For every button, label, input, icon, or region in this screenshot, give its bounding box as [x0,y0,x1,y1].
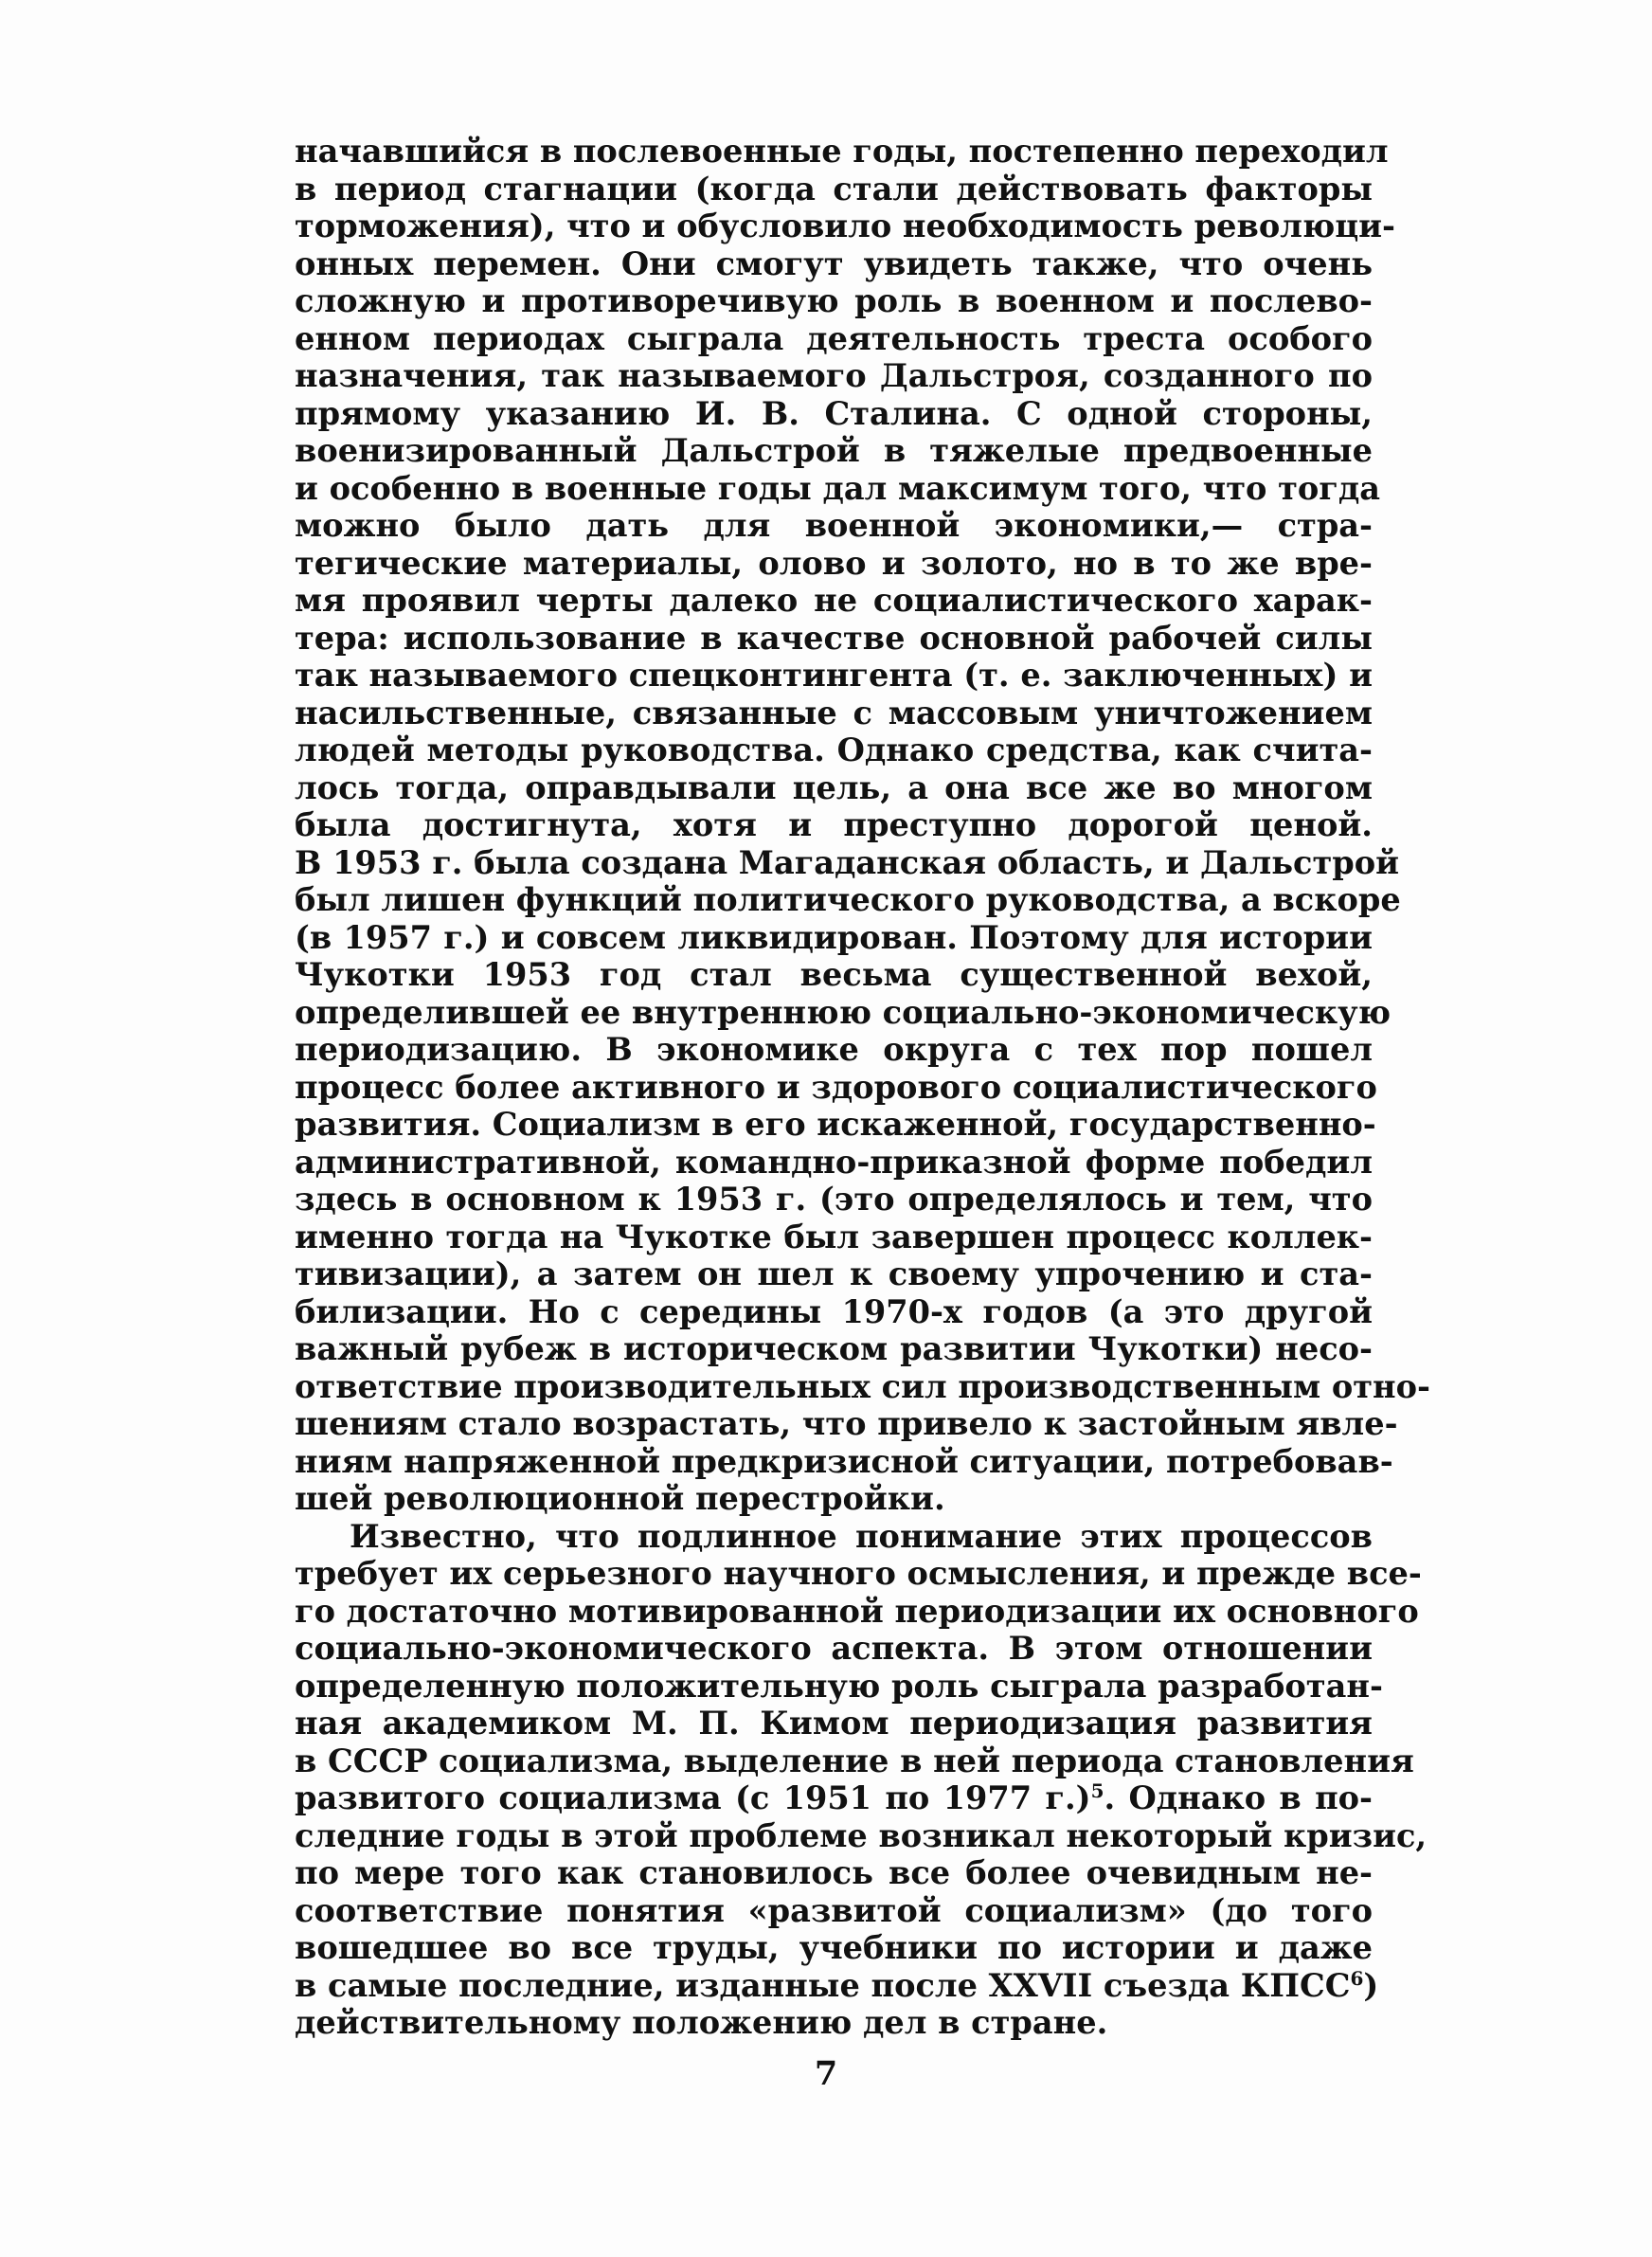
text-line: развития. Социализм в его искаженной, государственно- [295,1105,1376,1143]
text-line: Известно, что подлинное понимание этих процессов [350,1516,1373,1555]
text-line: онных перемен. Они смогут увидеть также, что очень [295,244,1373,282]
text-line: сложную и противоречивую роль в военном и послево- [295,281,1373,319]
body-text [295,132,1430,2042]
text-line: енном периодах сыграла деятельность треста особого [295,318,1373,357]
text-line: военизированный Дальстрой в тяжелые предвоенные [295,431,1373,469]
text-line: шениям стало возрастать, что привело к застойным явле- [295,1404,1398,1442]
text-line: (в 1957 г.) и совсем ликвидирован. Поэтому для истории [295,917,1373,956]
footnote-marker: 5 [1090,1779,1104,1802]
text-line: мя проявил черты далеко не социалистического харак- [295,581,1373,619]
text-line: ниям напряженной предкризисной ситуации, потребовав- [295,1441,1393,1480]
text-line: тивизации), а затем он шел к своему упрочению и ста- [295,1255,1373,1292]
text-line: действительному положению дел в стране. [295,2003,1108,2041]
text-line: вошедшее во все труды, учебники по истории и даже [295,1928,1373,1966]
text-line: в СССР социализма, выделение в ней периода становления [295,1741,1414,1779]
text-line: так называемого спецконтингента (т. е. заключенных) и [295,656,1373,694]
text-line: лось тогда, оправдывали цель, а она все же во многом [295,767,1373,806]
text-line: по мере того как становилось все более очевидным не- [295,1853,1373,1891]
text-line: развитого социализма (с 1951 по 1977 г.)$^5$. Однако в по- [295,1779,1373,1816]
text-line: определившей ее внутреннюю социально-экономическую [295,992,1392,1031]
text-line: требует их серьезного научного осмысления, и прежде все- [295,1554,1422,1592]
text-line: была достигнута, хотя и преступно дорогой ценой. [295,805,1373,843]
text-line: и особенно в военные годы дал максимум того, что тогда [295,468,1381,507]
text-line: тера: использование в качестве основной рабочей силы [295,618,1373,657]
text-line: в самые последние, изданные после XXVII съезда КПСС$^6$) [295,1965,1379,2004]
text-line: ответствие производительных сил производственным отно- [295,1366,1430,1405]
text-line: В 1953 г. была создана Магаданская область, и Дальстрой [295,842,1400,881]
text-line: процесс более активного и здорового социалистического [295,1067,1377,1106]
text-line: шей революционной перестройки. [295,1479,945,1517]
text-line: людей методы руководства. Однако средства, как счита- [295,731,1373,768]
text-line: административной, командно-приказной форме победил [295,1142,1373,1181]
text-line: торможения), что и обусловило необходимость революци- [295,207,1395,244]
text-line: определенную положительную роль сыграла разработан- [295,1666,1383,1705]
text-line: назначения, так называемого Дальстроя, созданного по [295,356,1373,394]
text-line: в период стагнации (когда стали действовать факторы [295,169,1373,208]
paragraph-2 [295,1516,1428,2042]
page-number: 7 [814,2054,838,2093]
text-line: социально-экономического аспекта. В этом отношении [295,1629,1373,1667]
text-line: именно тогда на Чукотке был завершен процесс коллек- [295,1217,1373,1255]
text-line: билизации. Но с середины 1970-х годов (а это другой [295,1291,1373,1330]
text-line: соответствие понятия «развитой социализм» (до того [295,1890,1373,1929]
text-line: ная академиком М. П. Кимом периодизация развития [295,1704,1373,1742]
footnote-marker: 6 [1350,1966,1364,1990]
text-line: здесь в основном к 1953 г. (это определялось и тем, что [295,1180,1373,1218]
text-line: периодизацию. В экономике округа с тех пор пошел [295,1030,1373,1068]
text-line: можно было дать для военной экономики,— стра- [295,506,1373,544]
text-line: начавшийся в послевоенные годы, постепенно переходил [295,132,1389,170]
text-line: следние годы в этой проблеме возникал некоторый кризис, [295,1815,1428,1854]
text-line: тегические материалы, олово и золото, но в то же вре- [295,543,1373,582]
text-line: был лишен функций политического руководства, а вскоре [295,880,1401,918]
text-line: го достаточно мотивированной периодизации их основного [295,1591,1419,1630]
text-line: важный рубеж в историческом развитии Чукотки) несо- [295,1329,1373,1367]
paragraph-1 [295,132,1430,1518]
text-line: прямому указанию И. В. Сталина. С одной стороны, [295,393,1373,432]
text-line: насильственные, связанные с массовым уничтожением [295,693,1373,731]
text-line: Чукотки 1953 год стал весьма существенной вехой, [295,955,1373,993]
